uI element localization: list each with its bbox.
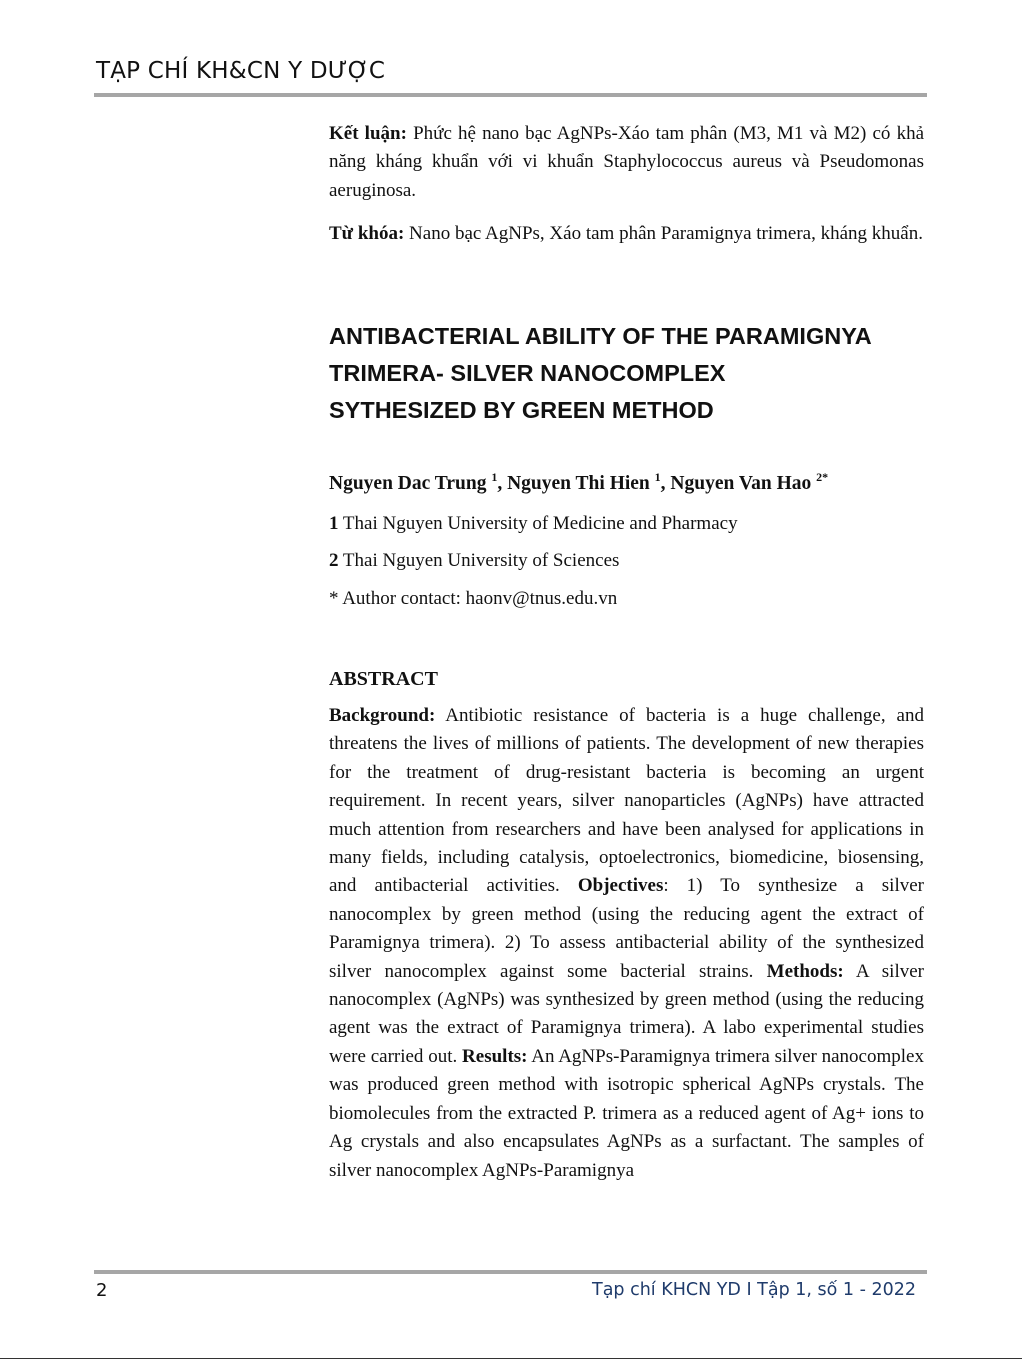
author-affiliation-mark: 1 bbox=[654, 470, 661, 484]
affiliation-text: Thai Nguyen University of Medicine and Pharmacy bbox=[338, 513, 738, 534]
page-number: 2 bbox=[96, 1280, 108, 1301]
article-title-line-1: ANTIBACTERIAL ABILITY OF THE PARAMIGNYA bbox=[329, 323, 872, 349]
results-text: An AgNPs-Paramignya trimera silver nanocomplex was produced green method with isotropic spherical AgNPs crystals. The biomolecules from the extracted P. trimera as a reduced agent of Ag+ ions to Ag crystals and also encapsulates AgNPs as a surfactant. The samples of silver nanocomplex AgNPs-Paramignya bbox=[329, 1045, 924, 1181]
header-divider bbox=[94, 93, 927, 97]
affiliation-1 bbox=[329, 512, 738, 536]
affiliation-2 bbox=[329, 549, 619, 573]
author-affiliation-mark: 1 bbox=[491, 470, 498, 484]
author-name: , Nguyen Van Hao bbox=[660, 473, 817, 494]
conclusion-label: Kết luận: bbox=[329, 123, 407, 144]
objectives-label: Objectives bbox=[577, 875, 664, 897]
keywords-paragraph bbox=[329, 220, 924, 248]
page-edge-line bbox=[0, 1358, 1022, 1359]
objectives-text: : 1) To synthesize a silver nanocomplex by green method (using the reducing agent the extract of Paramignya trimera). 2) To assess antibacterial ability of the synthesized silver nanocomplex against some bacterial strains. bbox=[329, 875, 924, 982]
keywords-label: Từ khóa: bbox=[329, 223, 405, 244]
author-name: Nguyen Dac Trung bbox=[329, 473, 492, 494]
results-label: Results: bbox=[462, 1045, 528, 1067]
author-name: , Nguyen Thi Hien bbox=[497, 473, 655, 494]
methods-text: A silver nanocomplex (AgNPs) was synthesized by green method (using the reducing agent was the extract of Paramignya trimera). A labo experimental studies were carried out. bbox=[329, 960, 925, 1067]
keywords-text: Nano bạc AgNPs, Xáo tam phân Paramignya trimera, kháng khuẩn. bbox=[404, 223, 923, 244]
conclusion-text: Phức hệ nano bạc AgNPs-Xáo tam phân (M3, M1 và M2) có khả năng kháng khuẩn với vi khuẩn Staphylococcus aureus và Pseudomonas aeruginosa. bbox=[329, 123, 924, 201]
article-title-line-3: SYTHESIZED BY GREEN METHOD bbox=[329, 397, 714, 423]
journal-header-title: TẠP CHÍ KH&CN Y DƯỢC bbox=[96, 58, 386, 84]
footer-divider bbox=[94, 1270, 927, 1274]
background-text: Antibiotic resistance of bacteria is a huge challenge, and threatens the lives of millions of patients. The development of new therapies for the treatment of drug-resistant bacteria is becoming an urgent requirement. In recent years, silver nanoparticles (AgNPs) have attracted much attention from researchers and have been analysed for applications in many fields, including catalysis, optoelectronics, biomedicine, biosensing, and antibacterial activities. bbox=[329, 705, 924, 897]
affiliation-number: 1 bbox=[329, 513, 339, 534]
methods-label: Methods: bbox=[766, 960, 844, 982]
abstract-body bbox=[329, 702, 924, 1185]
affiliation-text: Thai Nguyen University of Sciences bbox=[338, 550, 620, 571]
footer-journal-issue: Tạp chí KHCN YD I Tập 1, số 1 - 2022 bbox=[592, 1280, 917, 1300]
background-label: Background: bbox=[329, 705, 436, 726]
author-contact: * Author contact: haonv@tnus.edu.vn bbox=[329, 588, 618, 609]
abstract-heading: ABSTRACT bbox=[329, 668, 438, 690]
article-title-line-2: TRIMERA- SILVER NANOCOMPLEX bbox=[329, 360, 726, 386]
article-title bbox=[329, 318, 929, 429]
author-list bbox=[329, 470, 829, 495]
conclusion-paragraph bbox=[329, 120, 924, 205]
affiliation-number: 2 bbox=[329, 550, 339, 571]
author-affiliation-mark: 2* bbox=[816, 470, 829, 484]
